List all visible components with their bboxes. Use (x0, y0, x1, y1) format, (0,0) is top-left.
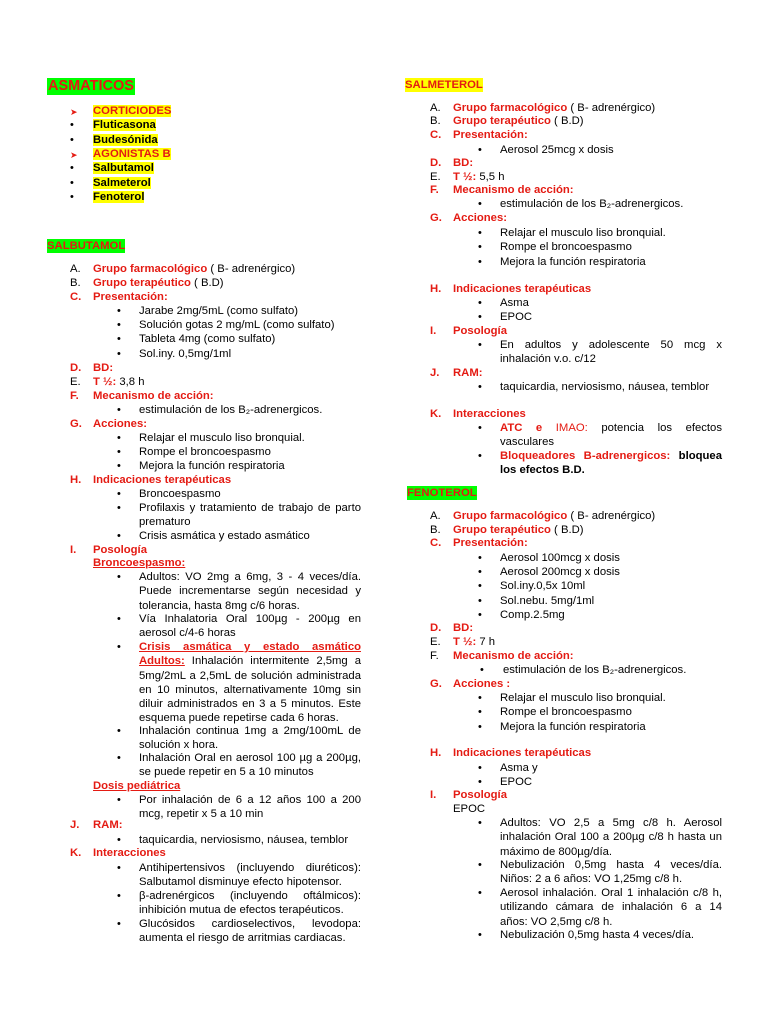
salmeterol-f-label: Mecanismo de acción: (453, 184, 574, 196)
bullet: • (478, 692, 482, 704)
bullet: • (117, 404, 121, 416)
fenoterol-heading: FENOTEROL (407, 487, 477, 499)
fenoterol-g-label: Acciones : (453, 678, 511, 690)
fenoterol-f-label: Mecanismo de acción: (453, 650, 574, 662)
bullet: • (117, 834, 121, 846)
salmeterol-g-item: Mejora la función respiratoria (500, 255, 646, 268)
salbutamol-i-item: Vía Inhalatoria Oral 100µg - 200µg en aerosol c/4-6 horas (139, 613, 361, 640)
bullet: • (478, 297, 482, 309)
arrow-bullet-icon: ➤ (70, 149, 78, 160)
bullet: • (117, 752, 121, 764)
salbutamol-g-label: Acciones: (93, 418, 147, 430)
salmeterol-bloq-label: Bloqueadores B-adrenergicos: (500, 450, 671, 462)
fenoterol-i-label: Posología (453, 789, 507, 801)
fenoterol-h-item: EPOC (500, 776, 533, 789)
salmeterol-k-atc (500, 421, 722, 450)
fenoterol-i-item: Adultos: VO 2,5 a 5mg c/8 h. Aerosol inhalación Oral 100 a 200µg c/8 h hasta un máximo de 800µg/día. (500, 817, 722, 858)
bullet: • (117, 319, 121, 332)
bullet: • (478, 255, 482, 268)
salmeterol-c-label: Presentación: (453, 129, 528, 141)
salbutamol-d-label: BD: (93, 362, 114, 374)
fenoterol-i-sub: EPOC (453, 803, 486, 815)
bullet: • (478, 381, 482, 393)
intro-item (93, 104, 171, 118)
fenoterol-e-value: 7 h (476, 636, 496, 648)
bullet: • (117, 862, 121, 874)
salmeterol-imao-label: IMAO: (542, 422, 588, 434)
salmeterol-h-item: Asma (500, 297, 529, 309)
salbutamol-g-item: Mejora la función respiratoria (139, 460, 285, 473)
fenoterol-g-item: Rompe el broncoespasmo (500, 706, 632, 719)
arrow-bullet-icon: ➤ (70, 107, 78, 117)
salmeterol-k-label: Interacciones (453, 408, 526, 420)
fenoterol-f-item: estimulación de los B₂-adrenergicos. (503, 664, 687, 676)
salbutamol-j-label: RAM: (93, 819, 123, 831)
salbutamol-i-item: Inhalación continua 1mg a 2mg/100mL de solución x hora. (139, 725, 361, 752)
bullet: • (117, 488, 121, 500)
intro-item (93, 118, 156, 132)
intro-item-label: CORTICIODES (93, 105, 172, 117)
bullet: • (478, 339, 482, 351)
bullet: • (478, 198, 482, 210)
bullet: • (117, 333, 121, 346)
bullet: • (117, 446, 121, 459)
bullet: • (480, 664, 484, 676)
bullet: • (70, 190, 74, 203)
bullet: • (478, 241, 482, 254)
salbutamol-i-item: Por inhalación de 6 a 12 años 100 a 200 mcg, repetir x 5 a 10 min (139, 794, 361, 821)
bullet: • (117, 305, 121, 317)
salbutamol-a-value: ( B- adrenérgico) (207, 263, 296, 275)
bullet: • (478, 720, 482, 733)
bullet: • (117, 918, 121, 930)
salbutamol-heading: SALBUTAMOL (47, 240, 126, 252)
salbutamol-f-item: estimulación de los B₂-adrenergicos. (139, 404, 323, 416)
salmeterol-b-label: Grupo terapéutico (453, 115, 551, 127)
salbutamol-c-label: Presentación: (93, 291, 168, 303)
intro-item (93, 190, 144, 204)
salbutamol-b-value: ( B.D) (190, 277, 224, 289)
bullet: • (70, 133, 74, 146)
fenoterol-a-value: ( B- adrenérgico) (567, 510, 656, 522)
intro-item-label: Fenoterol (93, 190, 145, 203)
bullet: • (117, 890, 121, 902)
fenoterol-g-item: Mejora la función respiratoria (500, 720, 646, 733)
salmeterol-j-label: RAM: (453, 367, 483, 379)
bullet: • (478, 929, 482, 941)
salbutamol-c-item: Jarabe 2mg/5mL (como sulfato) (139, 305, 299, 317)
salbutamol-crisis (139, 640, 361, 726)
salbutamol-c-item: Solución gotas 2 mg/mL (como sulfato) (139, 319, 335, 332)
salbutamol-e-label: T ½: (93, 376, 117, 388)
salmeterol-a-value: ( B- adrenérgico) (567, 102, 656, 114)
salbutamol-i-item: Inhalación Oral en aerosol 100 µg a 200µg, se puede repetir en 5 a 10 minutos (139, 752, 361, 779)
bullet: • (117, 571, 121, 583)
fenoterol-h-label: Indicaciones terapéuticas (453, 747, 592, 759)
bullet: • (117, 613, 121, 625)
bullet: • (70, 162, 74, 175)
fenoterol-c-item: Sol.nebu. 5mg/1ml (500, 594, 595, 607)
fenoterol-b-label: Grupo terapéutico (453, 524, 551, 536)
salbutamol-adultos-label: Adultos: (139, 655, 185, 668)
intro-item (93, 161, 154, 175)
salbutamol-e-value: 3,8 h (116, 376, 145, 388)
salmeterol-g-item: Rompe el broncoespasmo (500, 241, 632, 254)
fenoterol-c-item: Aerosol 100mcg x dosis (500, 552, 620, 564)
salbutamol-f-label: Mecanismo de acción: (93, 390, 214, 402)
salmeterol-g-item: Relajar el musculo liso bronquial. (500, 227, 666, 239)
fenoterol-h-item: Asma y (500, 762, 538, 774)
salbutamol-a-label: Grupo farmacológico (93, 263, 208, 275)
fenoterol-g-item: Relajar el musculo liso bronquial. (500, 692, 666, 704)
intro-item-label: Fluticasona (93, 119, 156, 132)
fenoterol-c-item: Sol.iny.0,5x 10ml (500, 580, 586, 593)
bullet: • (117, 460, 121, 473)
bullet: • (70, 119, 74, 132)
bullet: • (478, 311, 482, 324)
bullet: • (478, 859, 482, 871)
bullet: • (478, 450, 482, 462)
salmeterol-d-label: BD: (453, 157, 474, 169)
page-title: ASMATICOS (48, 78, 134, 94)
bullet: • (117, 794, 121, 806)
fenoterol-b-value: ( B.D) (550, 524, 584, 536)
salbutamol-k-label: Interacciones (93, 847, 166, 859)
salbutamol-g-item: Rompe el broncoespasmo (139, 446, 271, 459)
bullet: • (478, 566, 482, 579)
fenoterol-c-item: Aerosol 200mcg x dosis (500, 566, 620, 579)
fenoterol-a-label: Grupo farmacológico (453, 510, 568, 522)
salmeterol-g-label: Acciones: (453, 212, 507, 224)
bullet: • (117, 432, 121, 444)
salbutamol-b-label: Grupo terapéutico (93, 277, 191, 289)
bullet: • (478, 608, 482, 621)
salbutamol-crisis-label: Crisis asmática y estado asmático (139, 641, 361, 653)
fenoterol-e-label: T ½: (453, 636, 477, 648)
salbutamol-a: A. (70, 263, 81, 275)
intro-item-label: Budesónida (93, 133, 158, 146)
bullet: • (478, 422, 482, 434)
salbutamol-k-item: Antihipertensivos (incluyendo diuréticos): Salbutamol disminuye efecto hipotensor. (139, 862, 361, 889)
bullet: • (478, 227, 482, 239)
bullet: • (478, 580, 482, 593)
salbutamol-i-item: Adultos: VO 2mg a 6mg, 3 - 4 veces/día. Puede incrementarse según necesidad y tolerancia, hasta 8mg c/6 horas. (139, 571, 361, 612)
bullet: • (117, 502, 121, 514)
salmeterol-e-value: 5,5 h (476, 171, 505, 183)
bullet: • (478, 776, 482, 789)
fenoterol-c-label: Presentación: (453, 537, 528, 549)
salbutamol-g-item: Relajar el musculo liso bronquial. (139, 432, 305, 444)
bullet: • (478, 552, 482, 564)
salmeterol-h-item: EPOC (500, 311, 533, 324)
salmeterol-h-label: Indicaciones terapéuticas (453, 283, 592, 295)
fenoterol-c-item: Comp.2.5mg (500, 608, 565, 621)
salmeterol-j-item: taquicardia, nerviosismo, náusea, temblor (500, 381, 710, 393)
bullet: • (117, 641, 121, 653)
salmeterol-k-bloq (500, 449, 722, 478)
salmeterol-atc-label: ATC e (500, 422, 543, 434)
salbutamol-c-item: Sol.iny. 0,5mg/1ml (139, 347, 232, 360)
intro-item-label: AGONISTAS B (93, 147, 171, 160)
salmeterol-i-label: Posología (453, 325, 507, 337)
salbutamol-h-item: Crisis asmática y estado asmático (139, 530, 310, 542)
intro-item-label: Salmeterol (93, 176, 151, 189)
intro-item (93, 176, 151, 190)
salbutamol-c-item: Tableta 4mg (como sulfato) (139, 333, 276, 346)
salmeterol-e-label: T ½: (453, 171, 477, 183)
salbutamol-h-label: Indicaciones terapéuticas (93, 474, 232, 486)
fenoterol-d-label: BD: (453, 622, 474, 634)
salbutamol-i-label: Posología (93, 544, 147, 556)
salmeterol-heading: SALMETEROL (405, 79, 483, 91)
salmeterol-f-item: estimulación de los B₂-adrenergicos. (500, 198, 684, 210)
salbutamol-i-sub2: Dosis pediátrica (93, 780, 181, 792)
fenoterol-i-item: Aerosol inhalación. Oral 1 inhalación c/8 h, utilizando cámara de inhalación 6 a 14 años: VO 2,5mg c/8 h. (500, 887, 722, 928)
salbutamol-crisis-text: Inhalación intermitente 2,5mg a 5mg/2mL a 2,5mL de solución administrada en 10 minutos, alternativamente 10mg sin diluir administrados en 3 a 5 minutos. Este esquema puede repetirse cada 6 horas. (139, 655, 361, 725)
salmeterol-c-item: Aerosol 25mcg x dosis (500, 144, 614, 156)
salmeterol-a-label: Grupo farmacológico (453, 102, 568, 114)
salbutamol-h-item: Broncoespasmo (139, 488, 221, 500)
bullet: • (478, 706, 482, 719)
fenoterol-i-item: Nebulización 0,5mg hasta 4 veces/día. Niños: 2 a 6 años: VO 1,25mg c/8 h. (500, 859, 722, 886)
intro-item (93, 147, 171, 161)
salmeterol-bloq-text: bloquea los efectos B.D. (500, 450, 722, 477)
bullet: • (117, 530, 121, 542)
bullet: • (478, 762, 482, 774)
intro-item-label: Salbutamol (93, 162, 154, 175)
bullet: • (117, 725, 121, 737)
bullet: • (478, 817, 482, 829)
bullet: • (478, 887, 482, 899)
bullet: • (70, 176, 74, 189)
fenoterol-i-item: Nebulización 0,5mg hasta 4 veces/día. (500, 929, 695, 941)
salbutamol-k-item: Glucósidos cardioselectivos, levodopa: aumenta el riesgo de arritmias cardiacas. (139, 918, 361, 945)
salbutamol-i-sub1: Broncoespasmo: (93, 557, 186, 569)
salmeterol-i-item: En adultos y adolescente 50 mcg x inhalación v.o. c/12 (500, 339, 722, 366)
intro-item (93, 133, 158, 147)
salbutamol-k-item: β-adrenérgicos (incluyendo oftálmicos): inhibición mutua de efectos terapéuticos. (139, 890, 361, 917)
salmeterol-atc-text: potencia los efectos vasculares (500, 422, 722, 449)
bullet: • (478, 594, 482, 607)
salbutamol-j-item: taquicardia, nerviosismo, náusea, temblor (139, 834, 349, 846)
bullet: • (117, 347, 121, 360)
bullet: • (478, 144, 482, 156)
salmeterol-b-value: ( B.D) (550, 115, 584, 127)
salbutamol-h-item: Profilaxis y tratamiento de trabajo de parto prematuro (139, 502, 361, 529)
